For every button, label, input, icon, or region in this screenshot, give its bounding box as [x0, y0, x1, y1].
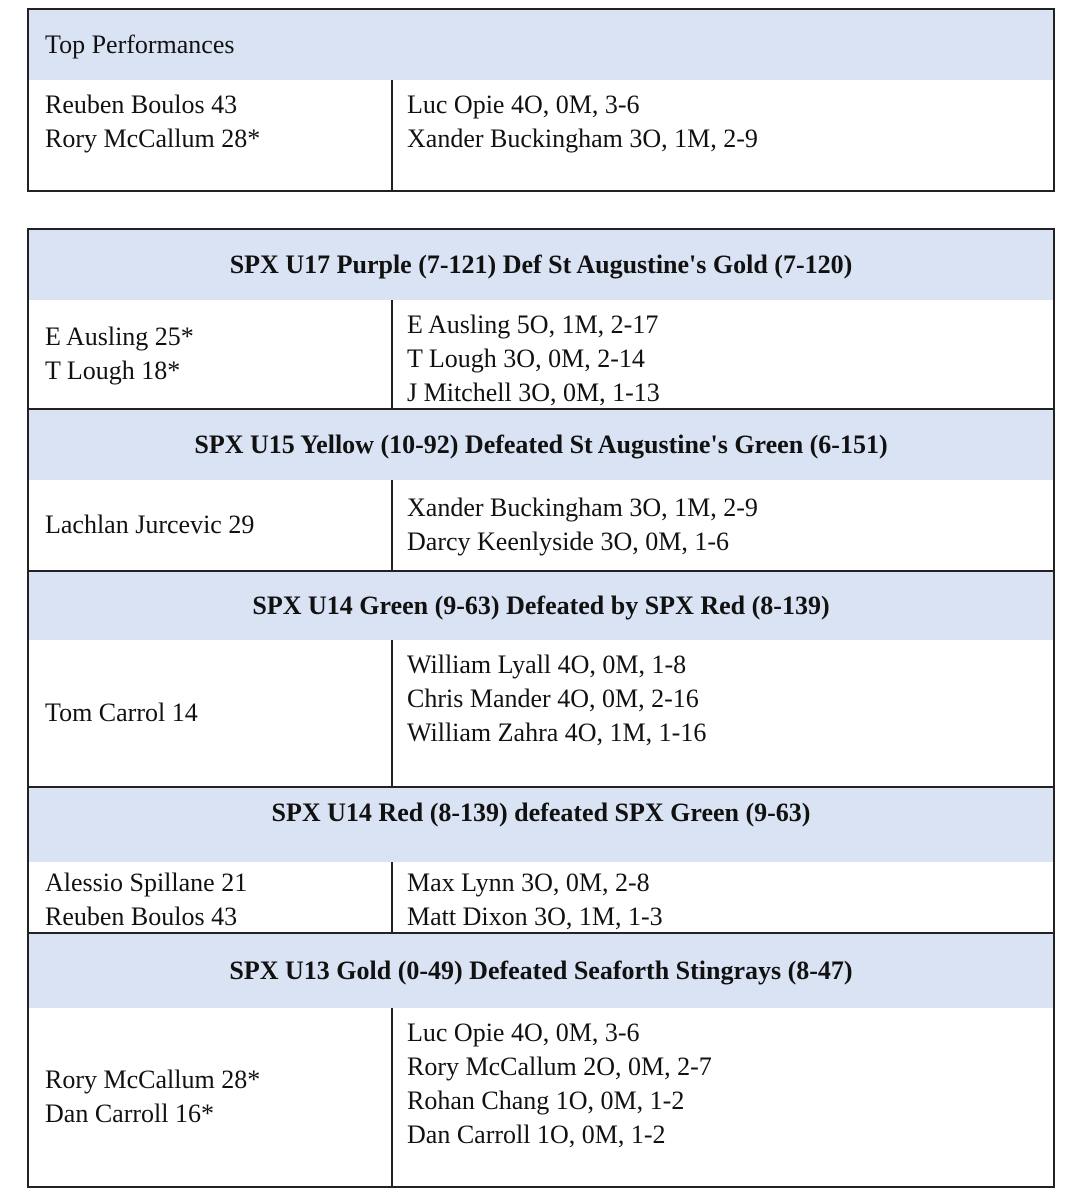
- match-title: SPX U17 Purple (7-121) Def St Augustine's Gold (7-120): [229, 250, 853, 279]
- match-bowling: [393, 862, 1053, 932]
- match-header-u13-gold: [27, 932, 1055, 1010]
- match-batting: [29, 640, 393, 786]
- match-row-u15-yellow: [27, 480, 1055, 572]
- match-batting: [29, 480, 393, 570]
- batting-line: T Lough 18*: [45, 356, 181, 385]
- match-row-u14-red: [27, 862, 1055, 934]
- bowling-line: Xander Buckingham 3O, 1M, 2-9: [407, 493, 758, 522]
- batting-line: Tom Carrol 14: [45, 698, 198, 727]
- bowling-line: Dan Carroll 1O, 0M, 1-2: [407, 1120, 666, 1149]
- match-title: SPX U14 Green (9-63) Defeated by SPX Red (8-139): [252, 591, 830, 620]
- match-row-u13-gold: [27, 1008, 1055, 1188]
- match-batting: [29, 862, 393, 932]
- top-performances-title: Top Performances: [45, 30, 235, 59]
- batting-line: E Ausling 25*: [45, 322, 194, 351]
- match-bowling: [393, 300, 1053, 408]
- bowling-line: J Mitchell 3O, 0M, 1-13: [407, 378, 660, 407]
- match-batting: [29, 1008, 393, 1186]
- batting-line: Rory McCallum 28*: [45, 1065, 261, 1094]
- bowling-line: Xander Buckingham 3O, 1M, 2-9: [407, 124, 758, 153]
- batting-line: Alessio Spillane 21: [45, 868, 248, 897]
- bowling-line: William Zahra 4O, 1M, 1-16: [407, 718, 707, 747]
- bowling-line: Rory McCallum 2O, 0M, 2-7: [407, 1052, 712, 1081]
- batting-line: Reuben Boulos 43: [45, 90, 238, 119]
- match-bowling: [393, 1008, 1053, 1186]
- bowling-line: Darcy Keenlyside 3O, 0M, 1-6: [407, 527, 730, 556]
- bowling-line: Luc Opie 4O, 0M, 3-6: [407, 90, 640, 119]
- bowling-line: Luc Opie 4O, 0M, 3-6: [407, 1018, 640, 1047]
- bowling-line: T Lough 3O, 0M, 2-14: [407, 344, 645, 373]
- match-header-u14-green: [27, 570, 1055, 642]
- batting-line: Lachlan Jurcevic 29: [45, 510, 255, 539]
- batting-line: Dan Carroll 16*: [45, 1099, 214, 1128]
- bowling-line: Matt Dixon 3O, 1M, 1-3: [407, 902, 663, 931]
- top-performances-bowling: [393, 80, 1053, 190]
- bowling-line: Chris Mander 4O, 0M, 2-16: [407, 684, 699, 713]
- top-performances-header: [27, 8, 1055, 82]
- match-bowling: [393, 480, 1053, 570]
- match-batting: [29, 300, 393, 408]
- top-performances-row: [27, 80, 1055, 192]
- match-header-u17-purple: [27, 228, 1055, 302]
- bowling-line: Rohan Chang 1O, 0M, 1-2: [407, 1086, 685, 1115]
- bowling-line: E Ausling 5O, 1M, 2-17: [407, 310, 659, 339]
- match-title: SPX U13 Gold (0-49) Defeated Seaforth Stingrays (8-47): [229, 956, 853, 985]
- match-row-u17-purple: [27, 300, 1055, 410]
- match-title: SPX U15 Yellow (10-92) Defeated St Augustine's Green (6-151): [194, 430, 888, 459]
- match-title: SPX U14 Red (8-139) defeated SPX Green (9-63): [271, 798, 811, 827]
- bowling-line: William Lyall 4O, 0M, 1-8: [407, 650, 687, 679]
- match-header-u14-red: [27, 786, 1055, 864]
- batting-line: Rory McCallum 28*: [45, 124, 261, 153]
- match-row-u14-green: [27, 640, 1055, 788]
- bowling-line: Max Lynn 3O, 0M, 2-8: [407, 868, 650, 897]
- match-header-u15-yellow: [27, 408, 1055, 482]
- top-performances-batting: [29, 80, 393, 190]
- match-bowling: [393, 640, 1053, 786]
- batting-line: Reuben Boulos 43: [45, 902, 238, 931]
